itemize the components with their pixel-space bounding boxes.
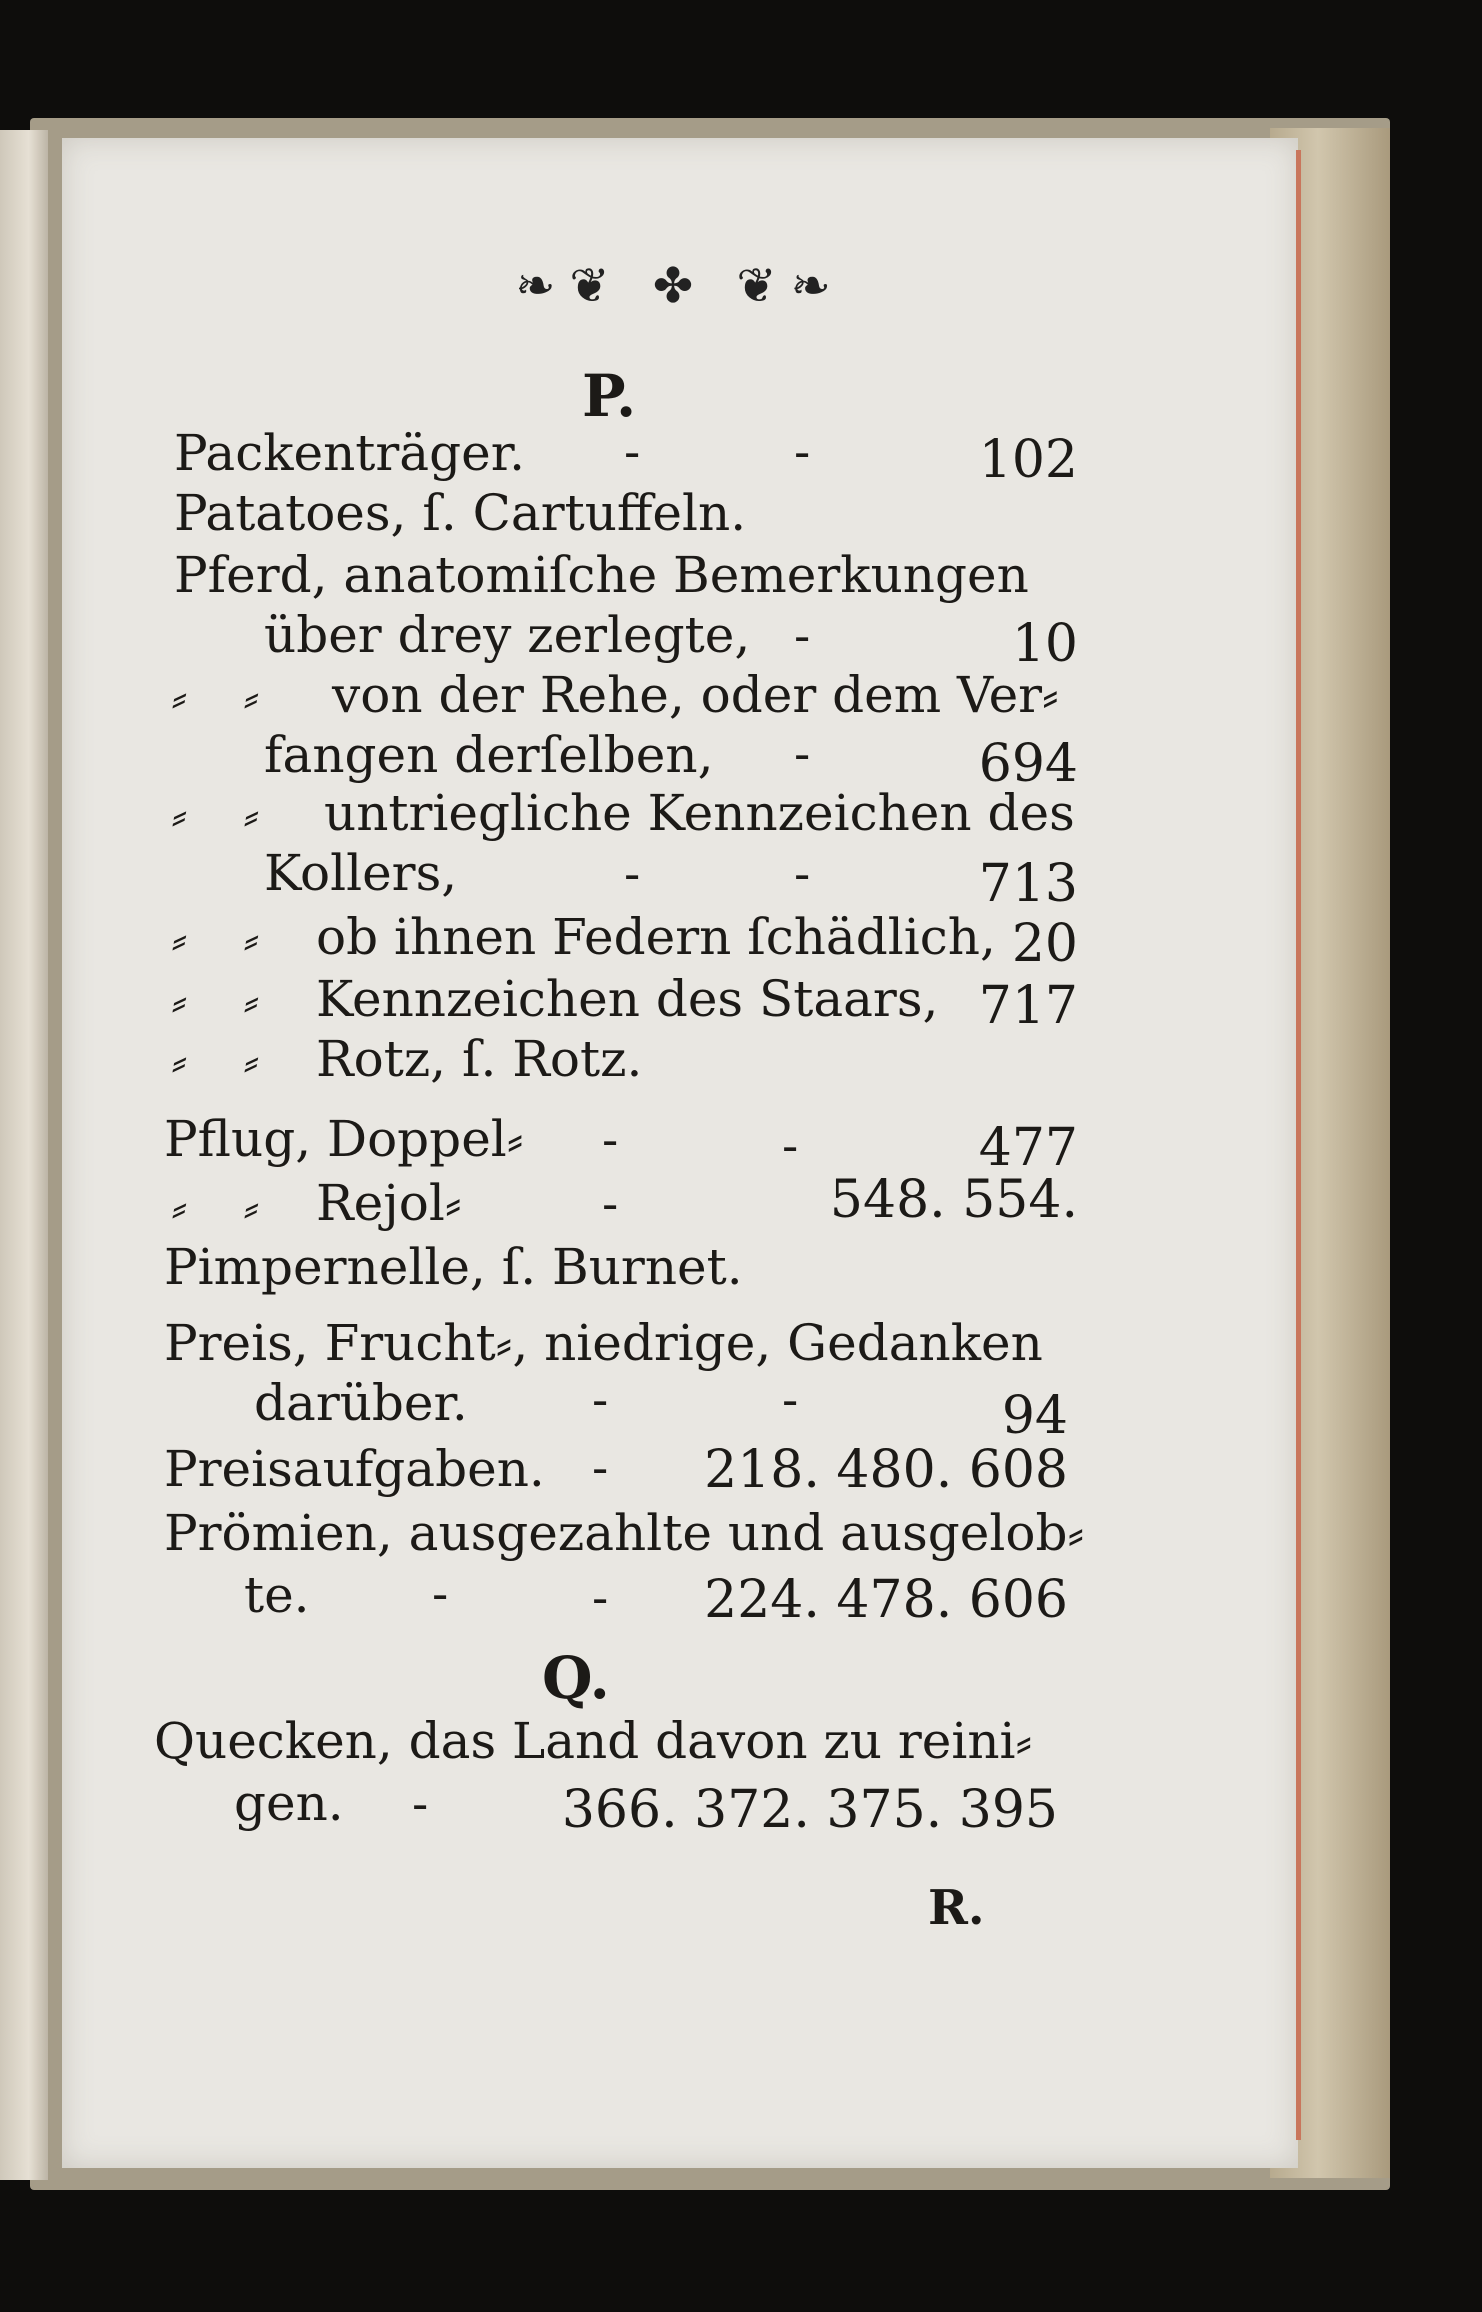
entry-praemien: Prömien, ausgezahlte und ausgelob⸗ — [164, 1504, 1085, 1562]
facing-page-edge — [0, 130, 48, 2180]
page-ref: 218. 480. 608 — [704, 1440, 1068, 1500]
ditto-mark: ⸗ — [244, 1182, 259, 1233]
leader-dash: - — [782, 1118, 799, 1174]
ditto-mark: ⸗ — [244, 790, 259, 841]
leader-dash: - — [624, 424, 641, 480]
entry-rotz: Rotz, ſ. Rotz. — [316, 1030, 643, 1088]
ditto-mark: ⸗ — [172, 1182, 187, 1233]
page-ref: 713 — [978, 854, 1078, 914]
catchword: R. — [928, 1880, 985, 1936]
leader-dash: - — [794, 726, 811, 782]
page-ref: 224. 478. 606 — [704, 1570, 1068, 1630]
entry-quecken-cont: gen. — [234, 1774, 344, 1832]
page-ref: 94 — [1001, 1386, 1068, 1446]
leader-dash: - — [412, 1776, 429, 1832]
header-ornament: ❧❦ ✤ ❦❧ — [515, 258, 845, 314]
ditto-mark: ⸗ — [244, 976, 259, 1027]
section-heading-q: Q. — [542, 1644, 610, 1712]
entry-quecken: Quecken, das Land davon zu reini⸗ — [154, 1712, 1033, 1770]
ditto-mark: ⸗ — [244, 914, 259, 965]
entry-packentraeger: Packenträger. — [174, 424, 526, 482]
ditto-mark: ⸗ — [172, 790, 187, 841]
page-ref: 10 — [1011, 614, 1078, 674]
page-ref: 477 — [978, 1118, 1078, 1178]
entry-preisaufgaben: Preisaufgaben. — [164, 1440, 545, 1498]
entry-praemien-cont: te. — [244, 1566, 310, 1624]
leader-dash: - — [592, 1440, 609, 1496]
entry-preis-cont: darüber. — [254, 1374, 468, 1432]
entry-rejol: Rejol⸗ — [316, 1174, 462, 1232]
entry-staar: Kennzeichen des Staars, — [316, 970, 939, 1028]
entry-pflug: Pflug, Doppel⸗ — [164, 1110, 524, 1168]
ditto-mark: ⸗ — [244, 672, 259, 723]
entry-koller-cont: Kollers, — [264, 844, 458, 902]
entry-pimpernelle: Pimpernelle, ſ. Burnet. — [164, 1238, 743, 1296]
ditto-mark: ⸗ — [172, 914, 187, 965]
page-red-edge — [1296, 150, 1301, 2140]
page-ref: 366. 372. 375. 395 — [561, 1780, 1058, 1840]
entry-rehe-cont: fangen derſelben, — [264, 726, 714, 784]
leader-dash: - — [782, 1372, 799, 1428]
leader-dash: - — [602, 1176, 619, 1232]
leader-dash: - — [592, 1372, 609, 1428]
entry-pferd-cont: über drey zerlegte, — [264, 606, 751, 664]
entry-pferd: Pferd, anatomiſche Bemerkungen — [174, 546, 1029, 604]
leader-dash: - — [592, 1570, 609, 1626]
entry-koller: untriegliche Kennzeichen des — [324, 784, 1075, 842]
entry-patatoes: Patatoes, ſ. Cartuffeln. — [174, 484, 747, 542]
page-ref: 694 — [978, 734, 1078, 794]
entry-preis: Preis, Frucht⸗, niedrige, Gedanken — [164, 1314, 1043, 1372]
page-ref: 717 — [978, 976, 1078, 1036]
ditto-mark: ⸗ — [172, 976, 187, 1027]
leader-dash: - — [624, 846, 641, 902]
section-heading-p: P. — [582, 362, 637, 430]
leader-dash: - — [794, 608, 811, 664]
leader-dash: - — [432, 1566, 449, 1622]
ditto-mark: ⸗ — [172, 1036, 187, 1087]
page-ref: 548. 554. — [829, 1170, 1078, 1230]
leader-dash: - — [602, 1112, 619, 1168]
ditto-mark: ⸗ — [244, 1036, 259, 1087]
page-ref: 20 — [1011, 914, 1078, 974]
leader-dash: - — [794, 424, 811, 480]
ditto-mark: ⸗ — [172, 672, 187, 723]
page-ref: 102 — [978, 430, 1078, 490]
entry-rehe: von der Rehe, oder dem Ver⸗ — [332, 666, 1059, 724]
leader-dash: - — [794, 846, 811, 902]
index-page — [62, 138, 1298, 2168]
entry-federn: ob ihnen Federn ſchädlich, — [316, 908, 996, 966]
